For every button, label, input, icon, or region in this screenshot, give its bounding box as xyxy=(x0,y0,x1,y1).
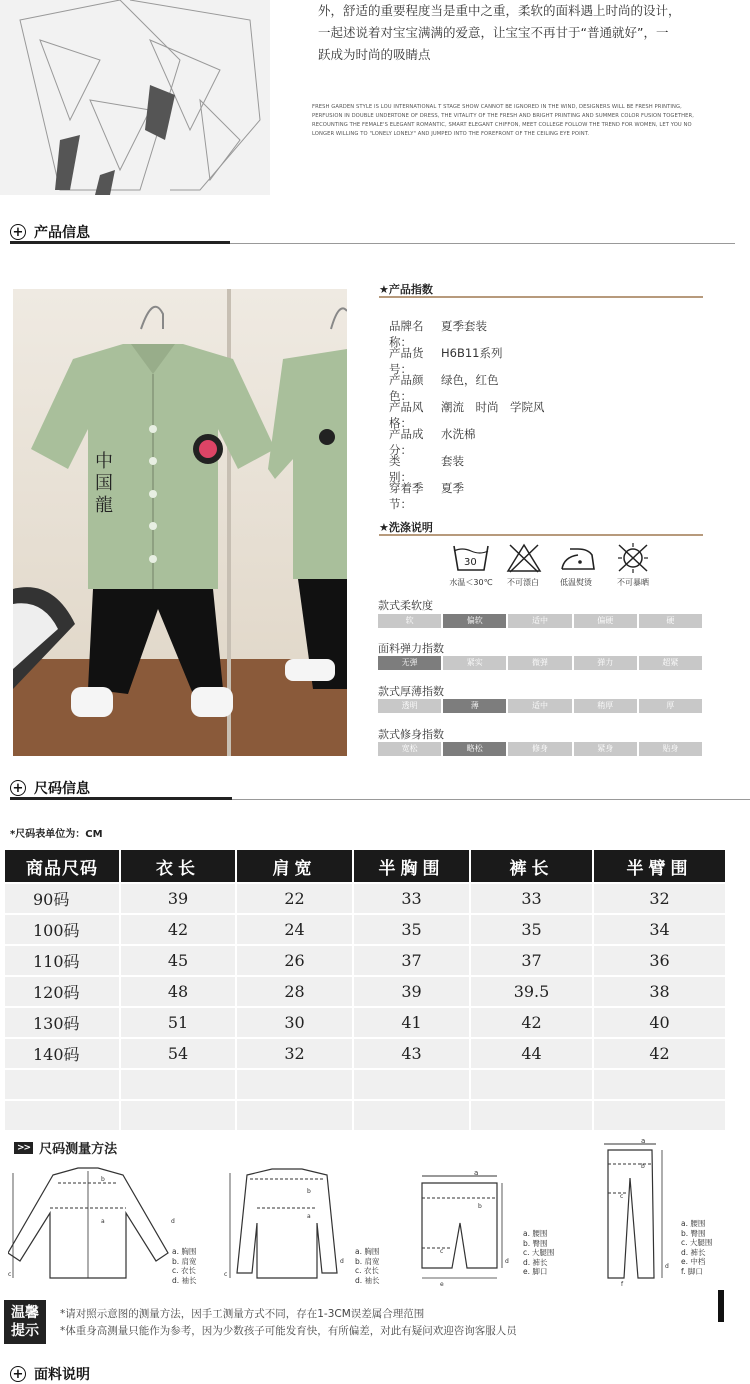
scale-option: 适中 xyxy=(508,614,571,628)
size-cell: 110码 xyxy=(5,946,119,975)
intro-line-3: 跃成为时尚的吸睛点 xyxy=(318,47,431,62)
svg-text:f: f xyxy=(621,1281,624,1288)
attr-key: 类 别： xyxy=(389,454,424,484)
scale-label: 款式厚薄指数 xyxy=(378,685,444,698)
svg-text:a: a xyxy=(101,1218,105,1225)
size-cell: 120码 xyxy=(5,977,119,1006)
svg-text:d: d xyxy=(340,1258,344,1265)
scale-option: 适中 xyxy=(508,699,571,713)
no-bleach-icon xyxy=(506,543,542,577)
attr-value: 水洗棉 xyxy=(441,427,476,441)
measure-cell xyxy=(594,1101,725,1130)
wash-item-label: 不可漂白 xyxy=(507,578,539,587)
attr-value: H6B11系列 xyxy=(441,346,503,360)
svg-text:d: d xyxy=(665,1263,669,1270)
table-row xyxy=(5,1070,725,1099)
measure-cell: 26 xyxy=(237,946,352,975)
measure-cell: 36 xyxy=(594,946,725,975)
legend-item: a. 胸围 xyxy=(355,1247,380,1256)
section-header-fabric-info xyxy=(10,1364,90,1384)
scale-label: 款式柔软度 xyxy=(378,599,433,612)
size-unit-note: *尺码表单位为：CM xyxy=(10,829,103,840)
fit-scale xyxy=(378,742,702,756)
iron-low-icon xyxy=(558,547,598,577)
measure-cell: 45 xyxy=(121,946,235,975)
svg-text:龍: 龍 xyxy=(95,495,113,516)
wash-temp: 30 xyxy=(464,557,477,568)
plus-circle-icon: + xyxy=(10,224,26,240)
scale-option: 偏硬 xyxy=(574,614,637,628)
product-index-title: ★产品指数 xyxy=(379,283,433,296)
softness-scale xyxy=(378,614,702,628)
measure-cell: 42 xyxy=(121,915,235,944)
svg-text:b: b xyxy=(641,1163,645,1170)
scale-option: 弹力 xyxy=(574,656,637,670)
measure-cell: 39.5 xyxy=(471,977,592,1006)
measure-cell: 37 xyxy=(471,946,592,975)
legend-item: d. 袖长 xyxy=(355,1275,380,1285)
table-row xyxy=(5,946,725,975)
measure-cell xyxy=(354,1070,469,1099)
table-row xyxy=(5,884,725,913)
scale-option: 硬 xyxy=(639,614,702,628)
section-header-product-info xyxy=(10,222,90,242)
measure-cell: 35 xyxy=(471,915,592,944)
tshirt-diagram xyxy=(222,1163,352,1287)
scale-option: 紧实 xyxy=(443,656,506,670)
measure-cell: 22 xyxy=(237,884,352,913)
col-header: 半胸围 xyxy=(354,850,469,882)
shirt-diagram xyxy=(8,1163,183,1287)
measure-cell: 44 xyxy=(471,1039,592,1068)
pants-diagram xyxy=(596,1138,676,1292)
legend-item: e. 脚口 xyxy=(523,1267,548,1276)
col-header: 裤长 xyxy=(471,850,592,882)
intro-chinese-text xyxy=(318,0,718,66)
measurement-title-text: 尺码测量方法 xyxy=(39,1142,118,1157)
table-row xyxy=(5,915,725,944)
size-cell: 140码 xyxy=(5,1039,119,1068)
attr-key: 产品成分： xyxy=(389,427,424,457)
measure-cell xyxy=(354,1101,469,1130)
table-row xyxy=(5,1101,725,1130)
size-table xyxy=(3,848,727,1132)
measure-cell: 30 xyxy=(237,1008,352,1037)
notice-badge-text: 温馨提示 xyxy=(11,1305,39,1339)
scale-option: 略松 xyxy=(443,742,506,756)
legend-item: b. 臀围 xyxy=(523,1238,548,1248)
intro-line-1: 外，舒适的重要程度当是重中之重，柔软的面料遇上时尚的设计， xyxy=(318,3,681,18)
size-cell xyxy=(5,1101,119,1130)
measure-cell: 43 xyxy=(354,1039,469,1068)
svg-text:c: c xyxy=(224,1271,228,1278)
attr-key: 品牌名称： xyxy=(389,319,424,349)
shorts-diagram xyxy=(412,1168,512,1292)
measure-cell xyxy=(471,1101,592,1130)
measure-cell xyxy=(237,1070,352,1099)
wash-30-icon xyxy=(451,543,491,577)
legend-item: c. 大腿围 xyxy=(681,1238,713,1247)
wash-title: ★洗涤说明 xyxy=(379,521,433,534)
measure-cell xyxy=(594,1070,725,1099)
legend-item: b. 肩宽 xyxy=(355,1256,380,1266)
size-cell: 90码 xyxy=(5,884,119,913)
measure-cell: 35 xyxy=(354,915,469,944)
section-title: 尺码信息 xyxy=(34,781,90,797)
col-header: 半臂围 xyxy=(594,850,725,882)
legend-item: e. 中档 xyxy=(681,1257,706,1266)
measure-cell xyxy=(237,1101,352,1130)
sketch-illustration xyxy=(0,0,270,195)
shorts-legend xyxy=(523,1229,554,1277)
wash-underline xyxy=(379,534,703,536)
size-cell xyxy=(5,1070,119,1099)
measure-cell: 39 xyxy=(121,884,235,913)
svg-text:b: b xyxy=(478,1203,482,1210)
measure-cell: 42 xyxy=(471,1008,592,1037)
double-arrow-icon: >> xyxy=(14,1142,33,1154)
measure-cell: 42 xyxy=(594,1039,725,1068)
svg-text:b: b xyxy=(307,1188,311,1195)
svg-text:e: e xyxy=(440,1281,444,1288)
legend-item: a. 胸围 xyxy=(172,1247,197,1256)
elasticity-scale xyxy=(378,656,702,670)
table-row xyxy=(5,1039,725,1068)
attr-value: 夏季套装 xyxy=(441,319,487,333)
col-header: 衣长 xyxy=(121,850,235,882)
scale-option: 薄 xyxy=(443,699,506,713)
measure-cell: 54 xyxy=(121,1039,235,1068)
section-divider xyxy=(230,243,735,244)
notice-accent-bar xyxy=(718,1290,724,1322)
size-cell: 130码 xyxy=(5,1008,119,1037)
legend-item: a. 腰围 xyxy=(681,1219,706,1228)
measure-cell: 32 xyxy=(594,884,725,913)
measure-cell: 24 xyxy=(237,915,352,944)
scale-option: 贴身 xyxy=(639,742,702,756)
intro-line-2: 一起述说着对宝宝满满的爱意，让宝宝不再甘于“普通就好”，一 xyxy=(318,25,669,40)
legend-item: b. 臀围 xyxy=(681,1228,706,1238)
legend-item: c. 大腿围 xyxy=(523,1248,555,1257)
svg-text:b: b xyxy=(101,1176,105,1183)
svg-text:c: c xyxy=(620,1193,624,1200)
wash-item-label: 低温熨烫 xyxy=(560,578,592,587)
plus-circle-icon: + xyxy=(10,1366,26,1382)
legend-item: f. 脚口 xyxy=(681,1266,703,1276)
measure-cell: 41 xyxy=(354,1008,469,1037)
attr-key: 产品风格： xyxy=(389,400,424,430)
legend-item: b. 肩宽 xyxy=(172,1256,197,1266)
table-row xyxy=(5,977,725,1006)
shirt-legend xyxy=(172,1247,197,1285)
scale-option: 紧身 xyxy=(574,742,637,756)
section-underline xyxy=(10,241,230,244)
scale-option: 修身 xyxy=(508,742,571,756)
legend-item: d. 裤长 xyxy=(681,1247,706,1257)
measure-cell: 28 xyxy=(237,977,352,1006)
scale-option: 无弹 xyxy=(378,656,441,670)
legend-item: d. 袖长 xyxy=(172,1275,197,1285)
attr-key: 产品颜色： xyxy=(389,373,424,403)
notice-line: *请对照示意图的测量方法，因手工测量方式不同，存在1-3CM误差属合理范围 xyxy=(60,1308,425,1320)
svg-text:中: 中 xyxy=(95,451,113,472)
measure-cell xyxy=(121,1101,235,1130)
col-header: 商品尺码 xyxy=(5,850,119,882)
scale-option: 厚 xyxy=(639,699,702,713)
svg-text:c: c xyxy=(8,1271,12,1278)
section-divider xyxy=(232,799,750,800)
scale-label: 面料弹力指数 xyxy=(378,642,444,655)
legend-item: c. 衣长 xyxy=(355,1266,379,1275)
svg-text:d: d xyxy=(171,1218,175,1225)
attr-value: 绿色，红色 xyxy=(441,373,499,387)
measure-cell: 37 xyxy=(354,946,469,975)
measure-cell: 32 xyxy=(237,1039,352,1068)
scale-label: 款式修身指数 xyxy=(378,728,444,741)
attr-value: 套装 xyxy=(441,454,464,468)
legend-item: a. 腰围 xyxy=(523,1229,548,1238)
measure-cell: 40 xyxy=(594,1008,725,1037)
wash-item-label: 不可暴晒 xyxy=(617,578,649,587)
svg-text:a: a xyxy=(474,1169,479,1177)
attr-key: 穿着季节： xyxy=(389,481,424,511)
legend-item: d. 裤长 xyxy=(523,1257,548,1267)
product-index-underline xyxy=(379,296,703,298)
svg-text:a: a xyxy=(307,1213,311,1220)
measure-cell: 34 xyxy=(594,915,725,944)
attr-value: 潮流 时尚 学院风 xyxy=(441,400,545,414)
attr-value: 夏季 xyxy=(441,481,464,495)
section-title: 产品信息 xyxy=(34,225,90,241)
measurement-title xyxy=(14,1138,117,1157)
thickness-scale xyxy=(378,699,702,713)
notice-line: *体重身高测量只能作为参考，因为少数孩子可能发育快，有所偏差，对此有疑问欢迎咨询客服人员 xyxy=(60,1325,517,1337)
scale-option: 软 xyxy=(378,614,441,628)
table-row xyxy=(5,1008,725,1037)
intro-english-text: FRESH GARDEN STYLE IS LOU INTERNATIONAL T STAGE SHOW CANNOT BE IGNORED IN THE WIND, DESIGNERS WILL BE FRESH PRINTING, PERFUSION IN DOUBLE UNDERTONE OF DRESS, THE VITALITY OF THE FRESH AND BRIGHT PRINTING AND SUMMER COLOR FUSION TOGETHER, RECOUNTING THE FEMALE'S ELEGANT ROMANTIC, SMART ELEGANT CHIFFON, MEET COLLEGE FOLLOW THE TREND FOR WOMEN, LET YOU NO LONGER WILLING TO "LONELY LONELY" AND JUMPED INTO THE FOREFRONT OF THE CEILING EYE POINT. xyxy=(312,104,695,137)
svg-text:国: 国 xyxy=(95,473,113,494)
size-cell: 100码 xyxy=(5,915,119,944)
wash-item-label: 水温＜30℃ xyxy=(449,578,493,587)
scale-option: 微弹 xyxy=(508,656,571,670)
product-photo xyxy=(13,289,347,756)
svg-text:d: d xyxy=(505,1258,509,1265)
col-header: 肩宽 xyxy=(237,850,352,882)
attr-row xyxy=(389,480,464,512)
measure-cell: 51 xyxy=(121,1008,235,1037)
svg-text:a: a xyxy=(641,1138,646,1145)
legend-item: c. 衣长 xyxy=(172,1266,196,1275)
scale-option: 透明 xyxy=(378,699,441,713)
measure-cell: 48 xyxy=(121,977,235,1006)
scale-option: 偏软 xyxy=(443,614,506,628)
section-underline xyxy=(10,797,232,800)
scale-option: 宽松 xyxy=(378,742,441,756)
section-title: 面料说明 xyxy=(34,1367,90,1383)
scale-option: 超紧 xyxy=(639,656,702,670)
measure-cell xyxy=(121,1070,235,1099)
plus-circle-icon: + xyxy=(10,780,26,796)
measure-cell xyxy=(471,1070,592,1099)
tshirt-legend xyxy=(355,1247,380,1285)
notice-badge xyxy=(4,1300,46,1344)
svg-text:c: c xyxy=(440,1248,444,1255)
scale-option: 稍厚 xyxy=(574,699,637,713)
attr-key: 产品货号： xyxy=(389,346,424,376)
pants-legend xyxy=(681,1219,712,1276)
measure-cell: 33 xyxy=(471,884,592,913)
measure-cell: 38 xyxy=(594,977,725,1006)
section-header-size-info xyxy=(10,778,90,798)
size-table-header xyxy=(5,850,725,882)
no-sun-icon xyxy=(616,543,650,577)
measure-cell: 39 xyxy=(354,977,469,1006)
measure-cell: 33 xyxy=(354,884,469,913)
